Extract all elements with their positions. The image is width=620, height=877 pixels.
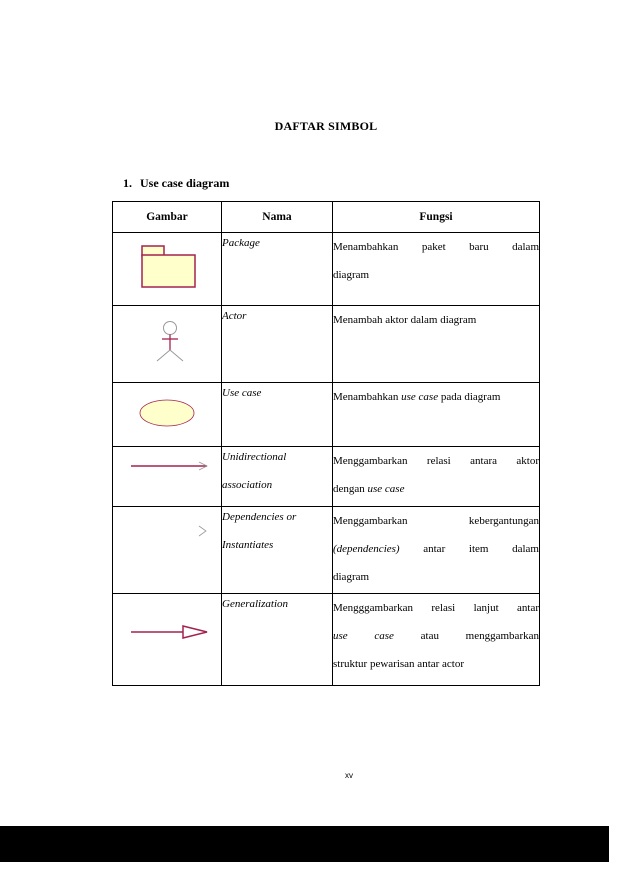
symbol-name-line: Instantiates xyxy=(222,539,274,551)
description-line: dengan use case xyxy=(333,483,405,495)
description-line: use case atau menggambarkan xyxy=(333,630,539,642)
symbol-cell xyxy=(113,233,222,306)
symbol-description xyxy=(333,594,540,686)
symbol-cell xyxy=(113,383,222,447)
symbol-name xyxy=(222,233,333,306)
symbol-name xyxy=(222,507,333,594)
symbol-description xyxy=(333,233,540,306)
description-line: Menggambarkan kebergantungan xyxy=(333,515,539,527)
table-row xyxy=(113,447,540,507)
symbol-name-line: Dependencies or xyxy=(222,511,297,523)
section-number: 1. xyxy=(123,176,132,190)
description-line: (dependencies) antar item dalam xyxy=(333,543,539,555)
symbol-name-line: Unidirectional xyxy=(222,451,287,463)
table-row xyxy=(113,383,540,447)
symbol-cell xyxy=(113,507,222,594)
symbol-name xyxy=(222,306,333,383)
table-header-row xyxy=(113,202,540,233)
page-title: DAFTAR SIMBOL xyxy=(274,119,378,133)
viewer-bottom-bar xyxy=(0,826,609,862)
section-heading xyxy=(123,176,229,191)
description-line: Menambahkan paket baru dalam xyxy=(333,241,539,253)
symbol-cell xyxy=(113,594,222,686)
symbol-name xyxy=(222,447,333,507)
association-arrow-icon xyxy=(113,447,221,506)
description-line: struktur pewarisan antar actor xyxy=(333,658,465,670)
description-line: diagram xyxy=(333,571,370,583)
page-number: xv xyxy=(345,771,353,780)
description-line: diagram xyxy=(333,269,370,281)
description-line: Menambah aktor dalam diagram xyxy=(333,314,477,326)
description-line: Menambahkan use case pada diagram xyxy=(333,391,501,403)
table-row xyxy=(113,306,540,383)
symbol-name-line: Actor xyxy=(222,310,247,322)
symbol-description xyxy=(333,507,540,594)
header-nama: Nama xyxy=(222,202,333,233)
symbol-name-line: Use case xyxy=(222,387,262,399)
description-line: Mengggambarkan relasi lanjut antar xyxy=(333,602,539,614)
table-row xyxy=(113,594,540,686)
symbol-cell xyxy=(113,447,222,507)
description-line: Menggambarkan relasi antara aktor xyxy=(333,455,539,467)
package-icon xyxy=(113,233,221,305)
use-case-ellipse-icon xyxy=(113,383,221,446)
symbol-name-line: Generalization xyxy=(222,598,288,610)
section-title: Use case diagram xyxy=(140,176,230,190)
symbol-description xyxy=(333,306,540,383)
symbol-name xyxy=(222,383,333,447)
generalization-arrow-icon xyxy=(113,594,221,685)
symbol-description xyxy=(333,383,540,447)
dependency-arrow-icon xyxy=(113,507,221,593)
table-row xyxy=(113,233,540,306)
symbol-table xyxy=(112,201,540,686)
symbol-name xyxy=(222,594,333,686)
header-fungsi: Fungsi xyxy=(333,202,540,233)
symbol-description xyxy=(333,447,540,507)
header-gambar: Gambar xyxy=(113,202,222,233)
table-row xyxy=(113,507,540,594)
actor-icon xyxy=(113,306,221,382)
symbol-name-line: Package xyxy=(222,237,260,249)
symbol-name-line: association xyxy=(222,479,273,491)
symbol-cell xyxy=(113,306,222,383)
